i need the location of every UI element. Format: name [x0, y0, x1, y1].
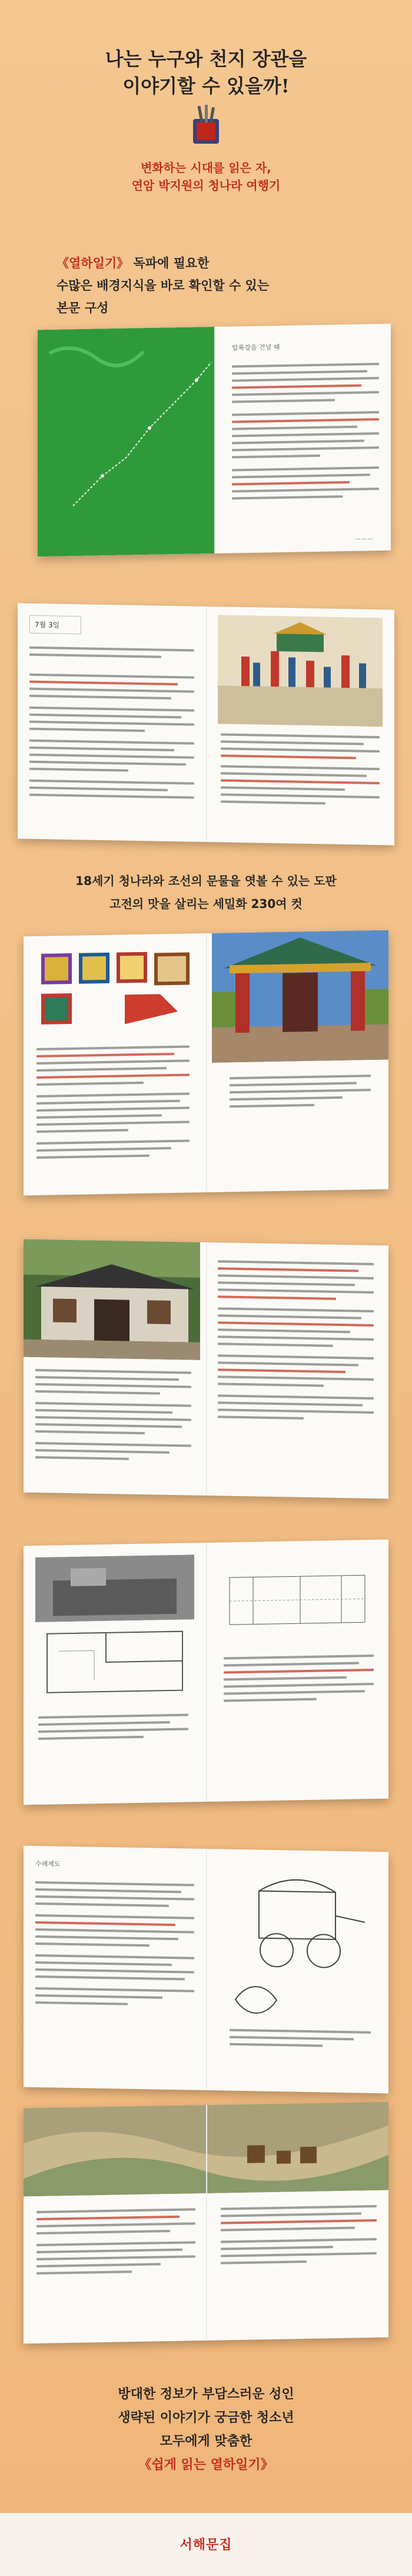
date-box: 7월 3일	[29, 615, 81, 635]
spread-cart-right-text	[230, 2029, 371, 2053]
spread-july	[18, 603, 394, 845]
spread-cart	[24, 1846, 388, 2094]
spread-landscape	[24, 2102, 388, 2344]
section1-line2: 수많은 배경지식을 바로 확인할 수 있는	[57, 279, 270, 293]
temple-gate-photo	[212, 930, 388, 1063]
house-photo	[24, 1239, 200, 1360]
publisher-logo: 서해문집	[180, 2538, 232, 2552]
spread-cart-heading: 수레제도	[35, 1859, 61, 1868]
procession-painting	[218, 615, 383, 727]
spread-landscape-left-text	[36, 2208, 195, 2279]
spread-map	[38, 324, 391, 556]
spread-house	[24, 1239, 388, 1499]
intro-title-line1: 나는 누구와 천지 장관을	[105, 48, 307, 70]
rank-badges-illustration	[36, 946, 195, 1032]
closing-line3: 모두에게 맞춤한	[160, 2434, 252, 2449]
spread-diagram	[24, 1540, 388, 1805]
map-illustration	[38, 327, 214, 556]
spread-gate	[24, 930, 388, 1196]
spread-map-heading: 압록강을 건널 때	[232, 343, 280, 352]
spread-map-right-page	[232, 340, 379, 504]
spread-gate-left-text	[36, 1045, 190, 1163]
intro-subtitle-line2: 연암 박지원의 청나라 여행기	[131, 178, 281, 193]
closing-line1: 방대한 정보가 부담스러운 성인	[118, 2387, 294, 2402]
kang-photo	[35, 1554, 194, 1622]
section2-line1: 18세기 청나라와 조선의 문물을 엿볼 수 있는 도판	[75, 874, 337, 888]
spread-july-right-text	[221, 733, 380, 810]
spread-house-right-text	[218, 1260, 374, 1425]
floor-plan-diagram	[35, 1625, 194, 1699]
section1-line1	[57, 252, 210, 274]
brush-holder-icon	[188, 105, 224, 146]
knot-drawing	[230, 1979, 283, 2021]
section1-line1-rest: 독파에 필요한	[129, 256, 210, 270]
spread-diagram-right-text	[224, 1655, 374, 1706]
spread-cart-left-page	[35, 1859, 194, 2011]
intro-title-line2: 이야기할 수 있을까!	[122, 75, 290, 97]
spread-diagram-left-text	[38, 1714, 188, 1745]
spread-gate-right-text	[230, 1075, 371, 1112]
section1-book-title: 《열하일기》	[57, 256, 129, 270]
spread-house-left-text	[35, 1369, 191, 1466]
kang-cross-section-diagram	[218, 1551, 377, 1643]
section1-line3: 본문 구성	[57, 301, 109, 315]
closing-line2: 생략된 이야기가 궁금한 청소년	[118, 2411, 294, 2425]
intro-subtitle-line1: 변화하는 시대를 읽은 자,	[141, 161, 271, 175]
closing-book-title: 《쉽게 읽는 열하일기》	[138, 2458, 274, 2472]
section2-line2: 고전의 맛을 살리는 세밀화 230여 컷	[109, 897, 303, 911]
cart-drawing	[224, 1867, 371, 1975]
spread-landscape-right-text	[221, 2205, 377, 2269]
spread-july-left-page	[29, 615, 194, 804]
spread-map-footer: ― ― ―	[355, 536, 373, 542]
